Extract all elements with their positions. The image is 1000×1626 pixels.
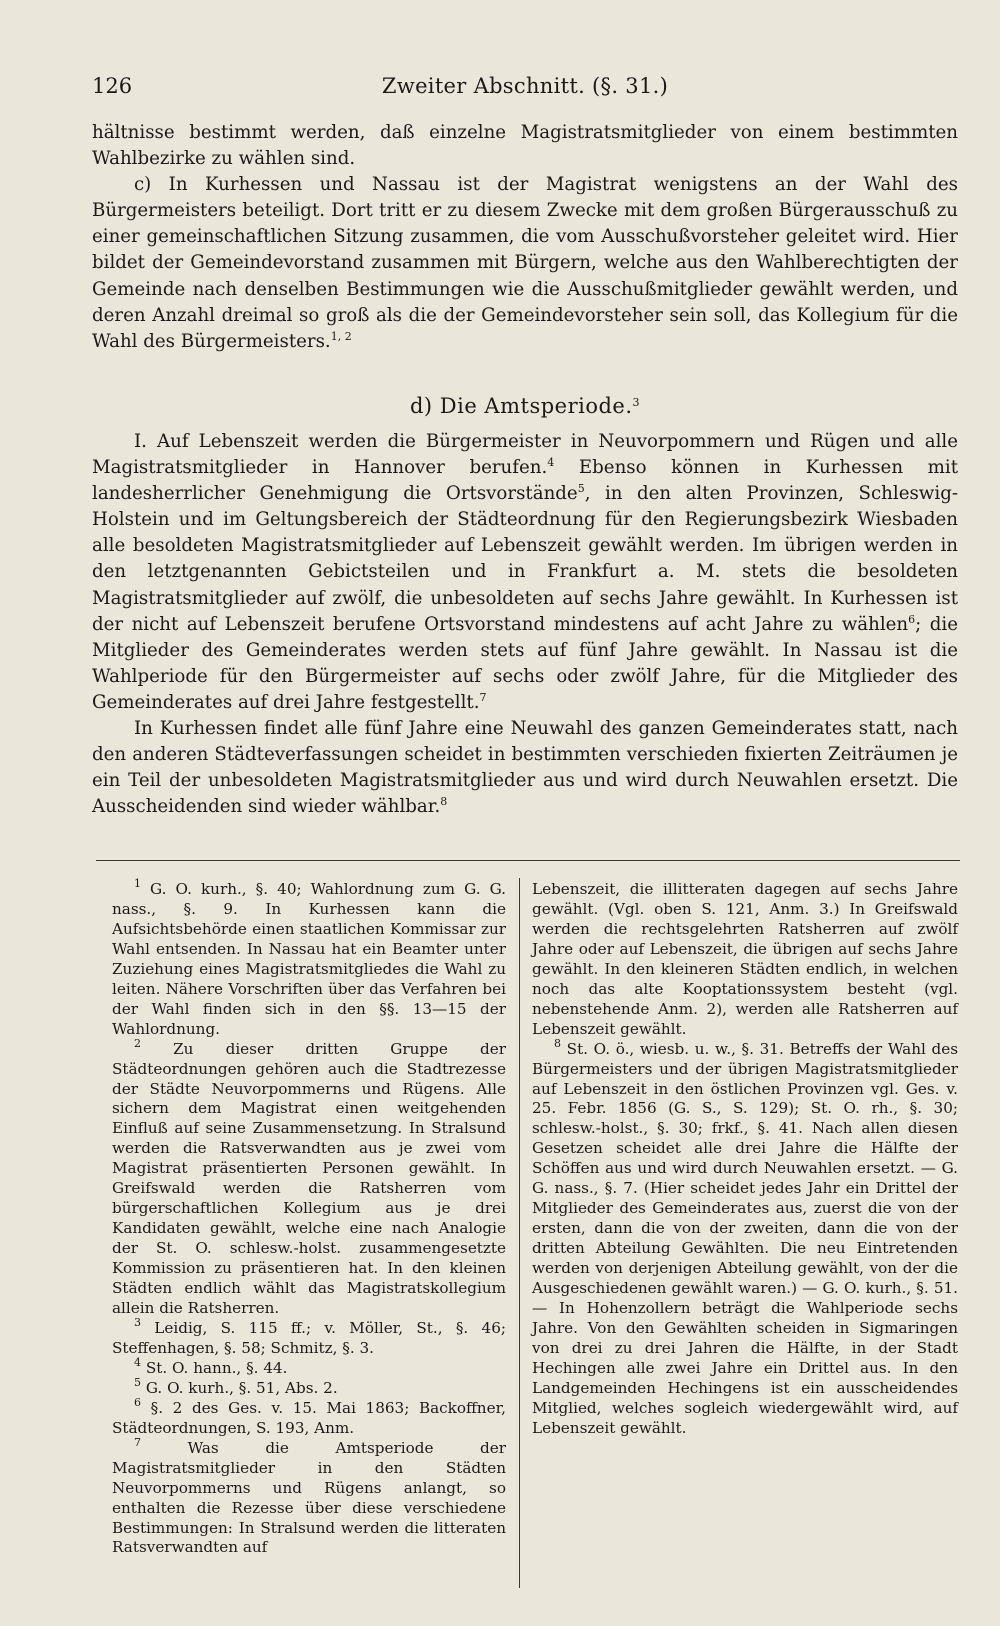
footnote-8: $^8$ St. O. ö., wiesb. u. w., §. 31. Betreffs der Wahl des Bürgermeisters und der übrigen Magistratsmitglieder auf Lebenszeit in den östlichen Provinzen vgl. Ges. v. 25. Febr. 1856 (G. S., S. 129); St. O. rh., §. 30; schlesw.-holst., §. 30; frkf., §. 41. Nach allen diesen Gesetzen scheidet alle drei Jahre die Hälfte der Schöffen aus und wird durch Neuwahlen ersetzt. — G. G. nass., §. 7. (Hier scheidet jedes Jahr ein Drittel der Mitglieder des Gemeinderates aus, zuerst die von der ersten, dann die von der zweiten, dann die von der dritten Abteilung Gewählten. Die neu Eintretenden werden von derjenigen Abteilung gewählt, von der die Ausgeschiedenen gewählt waren.) — G. O. kurh., §. 51. — In Hohenzollern beträgt die Wahlperiode sechs Jahre. Von den Gewählten scheiden in Sigmaringen von drei zu drei Jahren die Hälfte, in der Stadt Hechingen alle zwei Jahre ein Drittel aus. In den Landgemeinden Hechingens ist ein ausscheidendes Mitglied, welches sogleich wiedergewählt wird, auf Lebenszeit gewählt. [532, 1036, 958, 1437]
paragraph-continuation: hältnisse bestimmt werden, daß einzelne Magistratsmitglieder von einem bestimmten Wahlbezirke zu wählen sind. [92, 122, 958, 170]
footnote-ref: 5 [577, 482, 585, 496]
page-number: 126 [92, 74, 133, 98]
page-header [92, 74, 958, 104]
footnotes-right-column [532, 880, 958, 1439]
footnote-4: $^4$ St. O. hann., §. 44. [134, 1355, 288, 1377]
footnote-1: $^1$ G. O. kurh., §. 40; Wahlordnung zum G. G. nass., §. 9. In Kurhessen kann die Aufsichtsbehörde einen staatlichen Kommissar zur Wahl entsenden. In Nassau hat ein Beamter unter Zuziehung eines Magistratsmitgliedes die Wahl zu leiten. Nähere Vorschriften über das Verfahren bei der Wahl finden sich in den §§. 13—15 der Wahlordnung. [112, 877, 506, 1038]
footnote-ref: 8 [440, 795, 448, 809]
paragraph-I: I. Auf Lebenszeit werden die Bürgermeister in Neuvorpommern und Rügen und alle Magistratsmitglieder in Hannover berufen.$^4$ Ebenso können in Kurhessen mit landesherrlicher Genehmigung die Ortsvorstände$^5$, in den alten Provinzen, Schleswig-Holstein und im Geltungsbereich der Städteordnung für den Regierungsbezirk Wiesbaden alle besoldeten Magistratsmitglieder auf Lebenszeit gewählt werden. Im übrigen werden in den letztgenannten Gebictsteilen und in Frankfurt a. M. stets die besoldeten Magistratsmitglieder auf zwölf, die unbesoldeten auf sechs Jahre gewählt. In Kurhessen ist der nicht auf Lebenszeit berufene Ortsvorstand mindestens auf acht Jahre zu wählen$^6$; die Mitglieder des Gemeinderates werden stets auf fünf Jahre gewählt. In Nassau ist die Wahlperiode für den Bürgermeister auf sechs oder zwölf Jahre, für die Mitglieder des Gemeinderates auf drei Jahre festgestellt.$^7$ [92, 430, 959, 713]
footnote-7: $^7$ Was die Amtsperiode der Magistratsmitglieder in den Städten Neuvorpommerns und Rügens anlangt, so enthalten die Rezesse über diese verschiedene Bestimmungen: In Stralsund werden die litteraten Ratsverwandten auf [112, 1435, 506, 1557]
paragraph-neuwahl: In Kurhessen findet alle fünf Jahre eine Neuwahl des ganzen Gemeinderates statt, nach den anderen Städteverfassungen scheidet in bestimmten verschieden fixierten Zeiträumen je ein Teil der unbesoldeten Magistratsmitglieder aus und wird durch Neuwahlen ersetzt. Die Ausscheidenden sind wieder wählbar.$^8$ [92, 717, 958, 818]
footnote-ref: 6 [908, 612, 916, 626]
footnote-5: $^5$ G. O. kurh., §. 51, Abs. 2. [134, 1375, 338, 1397]
footnotes-left-column [112, 877, 506, 1558]
footnote-ref: 4 [547, 456, 555, 470]
footnote-ref: 3 [632, 395, 641, 409]
footnote-7-continued: Lebenszeit, die illitteraten dagegen auf sechs Jahre gewählt. (Vgl. oben S. 121, Anm. 3.) In Greifswald werden die rechtsgelehrten Ratsherren auf zwölf Jahre oder auf Lebenszeit, die übrigen auf sechs Jahre gewählt. In den kleineren Städten endlich, in welchen noch das alte Kooptationssystem besteht (vgl. nebenstehende Anm. 2), werden alle Ratsherren auf Lebenszeit gewählt. [532, 880, 958, 1038]
footnote-ref: 1, 2 [330, 329, 352, 343]
running-head: Zweiter Abschnitt. (§. 31.) [381, 74, 669, 98]
footnote-ref: 7 [479, 690, 487, 704]
footnote-3: $^3$ Leidig, S. 115 ff.; v. Möller, St., §. 46; Steffenhagen, §. 58; Schmitz, §. 3. [112, 1315, 506, 1357]
main-text [92, 120, 958, 820]
section-heading: d) Die Amtsperiode.$^3$ [409, 393, 641, 418]
footnote-separator [96, 860, 960, 861]
column-divider [519, 878, 520, 1588]
paragraph-c: c) In Kurhessen und Nassau ist der Magistrat wenigstens an der Wahl des Bürgermeisters beteiligt. Dort tritt er zu diesem Zwecke mit dem großen Bürgerausschuß zu einer gemeinschaftlichen Sitzung zusammen, die vom Ausschußvorsteher geleitet wird. Hier bildet der Gemeindevorstand zusammen mit Bürgern, welche aus den Wahlberechtigten der Gemeinde nach denselben Bestimmungen wie die Ausschußmitglieder gewählt werden, und deren Anzahl dreimal so groß als die der Gemeindevorsteher sein soll, das Kollegium für die Wahl des Bürgermeisters.$^{1, 2}$ [92, 174, 958, 352]
footnote-6: $^6$ §. 2 des Ges. v. 15. Mai 1863; Backoffner, Städteordnungen, S. 193, Anm. [112, 1395, 506, 1437]
footnote-2: $^2$ Zu dieser dritten Gruppe der Städteordnungen gehören auch die Stadtrezesse der Städte Neuvorpommerns und Rügens. Alle sichern dem Magistrat einen weitgehenden Einfluß auf seine Zusammensetzung. In Stralsund werden die Ratsverwandten aus je zwei vom Magistrat präsentierten Personen gewählt. In Greifswald werden die Ratsherren vom bürgerschaftlichen Kollegium aus je drei Kandidaten gewählt, welche eine nach Analogie der St. O. schlesw.-holst. zusammengesetzte Kommission zu präsentieren hat. In den kleinen Städten endlich wählt das Magistratskollegium allein die Ratsherren. [112, 1036, 506, 1318]
